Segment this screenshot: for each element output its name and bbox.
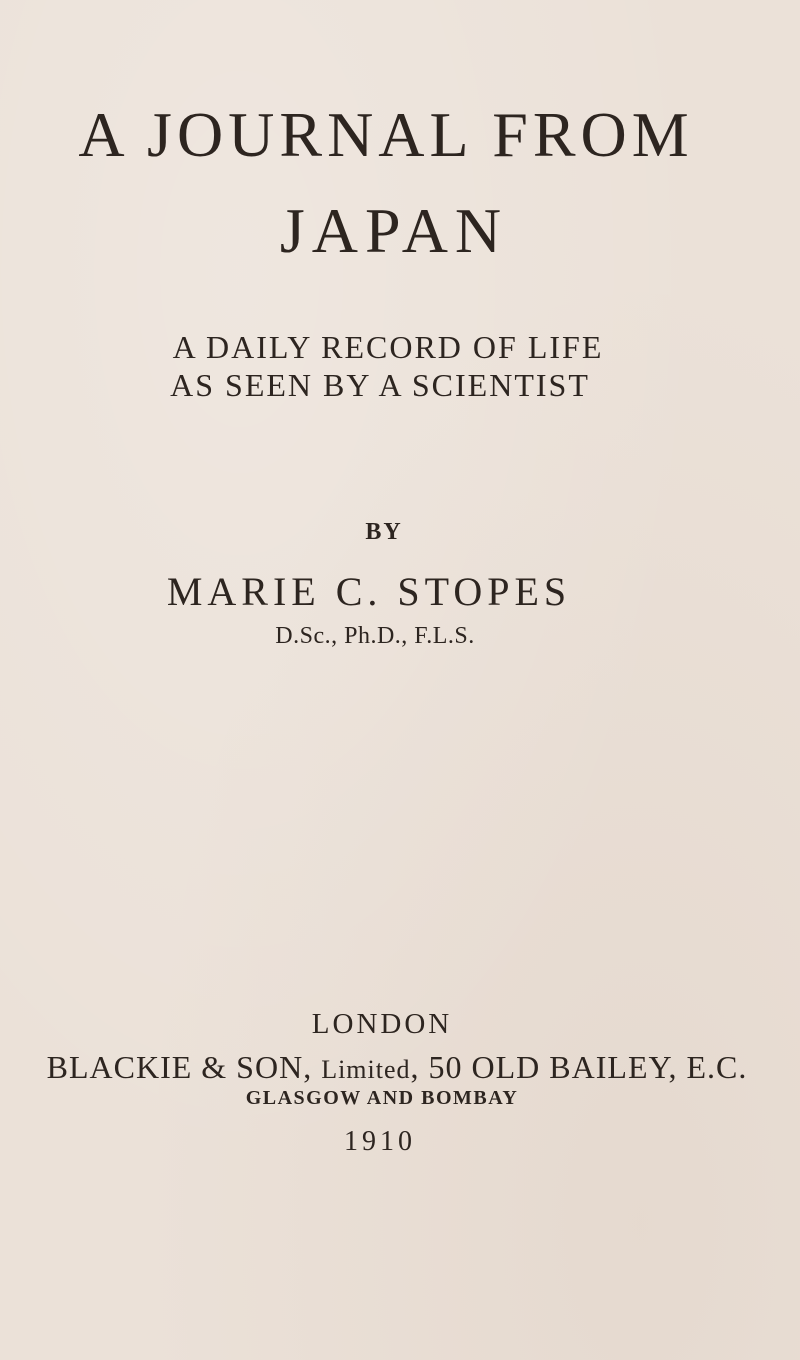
book-title-line-1: A JOURNAL FROM	[78, 99, 694, 170]
subtitle-line-2: AS SEEN BY A SCIENTIST	[170, 367, 590, 403]
publisher-limited: Limited	[321, 1055, 411, 1084]
subtitle-line-1: A DAILY RECORD OF LIFE	[172, 329, 604, 365]
publication-year: 1910	[344, 1126, 416, 1157]
imprint-city: LONDON	[311, 1008, 453, 1040]
author-name: MARIE C. STOPES	[166, 569, 572, 614]
author-degrees: D.Sc., Ph.D., F.L.S.	[275, 623, 475, 649]
book-title-line-2: JAPAN	[279, 195, 509, 266]
imprint-publisher	[0, 1049, 800, 1086]
publisher-address: , 50 OLD BAILEY, E.C.	[410, 1049, 748, 1085]
publisher-name: BLACKIE & SON,	[46, 1049, 322, 1085]
byline: BY	[365, 519, 403, 545]
imprint-branches: GLASGOW AND BOMBAY	[245, 1087, 519, 1109]
